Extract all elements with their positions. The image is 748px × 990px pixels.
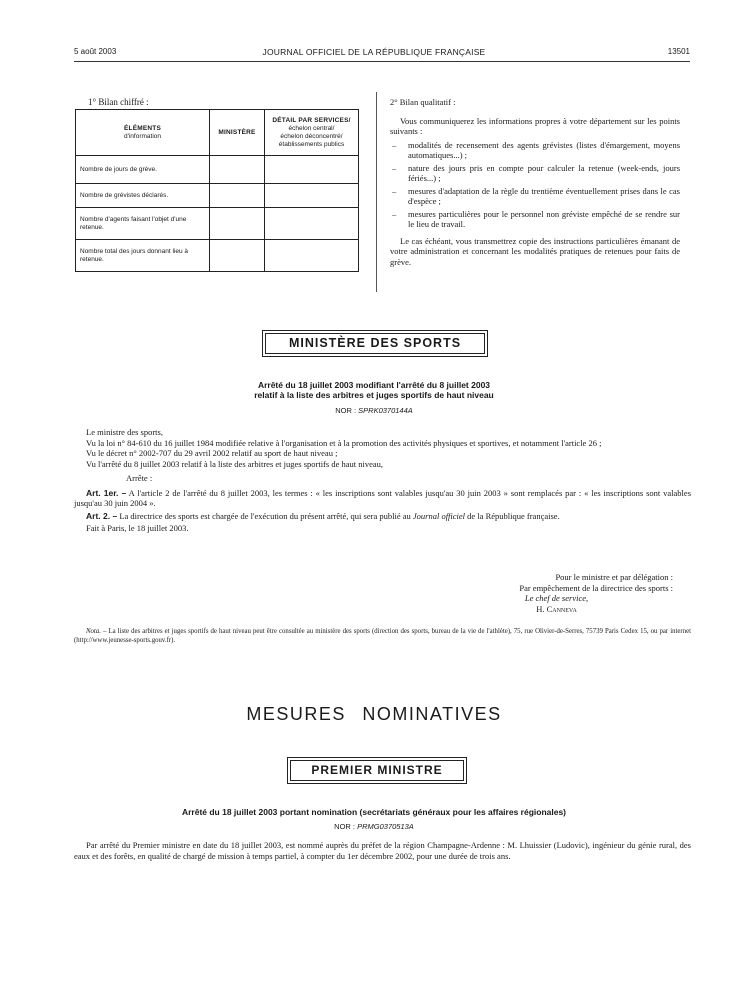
nota-label: Nota. – (86, 628, 107, 635)
list-item: – mesures d'adaptation de la règle du trentième éventuellement prises dans le cas d'espèce ; (392, 185, 680, 206)
nor-reference (0, 822, 748, 831)
signature-block (380, 572, 673, 614)
row-label: Nombre de jours de grève. (76, 156, 210, 184)
nor-reference (0, 406, 748, 415)
row-label: Nombre de grévistes déclarés. (76, 184, 210, 208)
arrete-title-line1: Arrêté du 18 juillet 2003 modifiant l'arrêté du 8 juillet 2003 (257, 380, 491, 390)
table-cell (210, 208, 265, 240)
list-item-text: nature des jours pris en compte pour calculer la retenue (week-ends, jours fériés...) ; (408, 162, 680, 183)
table-cell (210, 156, 265, 184)
col-detail-line4: établissements publics (278, 140, 345, 148)
column-divider (376, 92, 377, 292)
journal-title: JOURNAL OFFICIEL DE LA RÉPUBLIQUE FRANÇAISE (262, 47, 486, 57)
page-number: 13501 (667, 47, 690, 56)
paragraph: Vu le décret n° 2002-707 du 29 avril 2002 relatif au sport de haut niveau ; (86, 448, 338, 458)
arrete-nomination-title: Arrêté du 18 juillet 2003 portant nomination (secrétariats généraux pour les affaires régionales) (181, 807, 567, 817)
nor-code: SPRK0370144A (358, 406, 413, 415)
col-elements-line2: d'information (123, 132, 161, 140)
col-detail-line3: échelon déconcentré/ (280, 132, 343, 140)
header-rule (74, 61, 690, 62)
fait-a-paris: Fait à Paris, le 18 juillet 2003. (86, 523, 189, 533)
nor-label: NOR : (334, 822, 356, 831)
arrete-sports-body (74, 427, 691, 534)
article-label: Art. 1er. – (86, 487, 127, 498)
signature-name: H. Canneva (536, 603, 577, 614)
col-elements (76, 110, 210, 156)
bilan-qualitatif-closing: Le cas échéant, vous transmettrez copie des instructions particulières émanant de votre administration et concernant les modalités pratiques de retenues pour faits de grève. (390, 235, 680, 267)
list-item-text: modalités de recensement des agents grévistes (listes d'émargement, moyens automatiques...) ; (408, 139, 680, 160)
bilan-table (75, 109, 359, 272)
article-1 (74, 488, 691, 509)
signature-line: Par empêchement de la directrice des sports : (519, 582, 673, 593)
table-row (76, 156, 359, 184)
bilan-qualitatif-intro: Vous communiquerez les informations propres à votre département sur les points suivants : (390, 115, 680, 136)
article-text: de la République française. (467, 510, 560, 521)
article-text: A l'article 2 de l'arrêté du 8 juillet 2003, les termes : « les inscriptions sont valables jusqu'au 30 juin 2003 » sont remplacés par : « les inscriptions sont valables jusqu'au 30 juin 2004 ». (74, 487, 691, 508)
paragraph: Vu la loi n° 84-610 du 16 juillet 1984 modifiée relative à l'organisation et à la promotion des activités physiques et sportives, et notamment l'article 26 ; (86, 437, 602, 448)
arrete-word: Arrête : (126, 473, 153, 483)
section-heading: MESURES NOMINATIVES (246, 704, 502, 724)
ministry-name: PREMIER MINISTRE (290, 760, 464, 781)
table-header-row (76, 110, 359, 156)
article-italic: Journal officiel (412, 510, 466, 521)
bilan-qualitatif-list (390, 140, 680, 230)
bilan-qualitatif-title: 2° Bilan qualitatif : (390, 97, 456, 107)
table-cell (210, 240, 265, 272)
signature-line (380, 593, 673, 604)
ministry-box-sports (262, 330, 488, 357)
table-row (76, 184, 359, 208)
bilan-chiffre-title: 1° Bilan chiffré : (88, 97, 149, 107)
arrete-sports-title (0, 380, 748, 400)
table-row (76, 208, 359, 240)
arrete-title-line2: relatif à la liste des arbitres et juges sportifs de haut niveau (254, 390, 494, 400)
table-row (76, 240, 359, 272)
article-label: Art. 2. – (86, 510, 118, 521)
list-item: – modalités de recensement des agents grévistes (listes d'émargement, moyens automatiques...) ; (392, 139, 680, 160)
table-cell (265, 240, 359, 272)
article-text: La directrice des sports est chargée de l'exécution du présent arrêté, qui sera publié au (119, 510, 411, 521)
list-item: – nature des jours pris en compte pour calculer la retenue (week-ends, jours fériés...) ; (392, 162, 680, 183)
col-detail (265, 110, 359, 156)
signature-line: Pour le ministre et par délégation : (555, 572, 673, 582)
bilan-qualitatif (390, 97, 680, 267)
ministry-name: MINISTÈRE DES SPORTS (265, 333, 485, 354)
signature-role: Le chef de service, (524, 593, 589, 603)
table-cell (210, 184, 265, 208)
page-date: 5 août 2003 (74, 47, 117, 56)
table-cell (265, 208, 359, 240)
nota-text: La liste des arbitres et juges sportifs de haut niveau peut être consultée au ministère des sports (direction des sports, bureau de la vie de l'athlète), 75, rue Olivier-de-Serres, 75739 Paris Cedex 15, ou par internet (http://www.jeunesse-sports.gouv.fr). (74, 628, 692, 644)
row-label: Nombre d'agents faisant l'objet d'une retenue. (76, 208, 210, 240)
arrete-nomination-body: Par arrêté du Premier ministre en date du 18 juillet 2003, est nommé auprès du préfet de la région Champagne-Ardenne : M. Lhuissier (Ludovic), ingénieur du génie rural, des eaux et des forêts, en qualité de chargé de mission à temps partiel, à compter du 1er décembre 2002, pour une durée de trois ans. (74, 840, 691, 861)
col-ministere-label: MINISTÈRE (218, 128, 256, 136)
nor-label: NOR : (335, 406, 357, 415)
col-detail-line1: DÉTAIL PAR SERVICES/ (272, 116, 351, 124)
paragraph: Le ministre des sports, (86, 427, 163, 437)
nor-code: PRMG0370513A (357, 822, 414, 831)
col-detail-line2: échelon central/ (288, 124, 335, 132)
row-label: Nombre total des jours donnant lieu à retenue. (76, 240, 210, 272)
col-ministere (210, 110, 265, 156)
list-item: – mesures particulières pour le personnel non gréviste empêché de se rendre sur le lieu de travail. (392, 208, 680, 229)
nota (74, 628, 691, 645)
table-cell (265, 156, 359, 184)
list-item-text: mesures d'adaptation de la règle du trentième éventuellement prises dans le cas d'espèce ; (408, 185, 680, 206)
ministry-box-premier-ministre (287, 757, 467, 784)
paragraph: Vu l'arrêté du 8 juillet 2003 relatif à la liste des arbitres et juges sportifs de haut niveau, (86, 458, 384, 469)
table-cell (265, 184, 359, 208)
article-2 (74, 511, 691, 522)
col-elements-line1: ÉLÉMENTS (124, 124, 161, 132)
list-item-text: mesures particulières pour le personnel non gréviste empêché de se rendre sur le lieu de travail. (408, 208, 680, 229)
